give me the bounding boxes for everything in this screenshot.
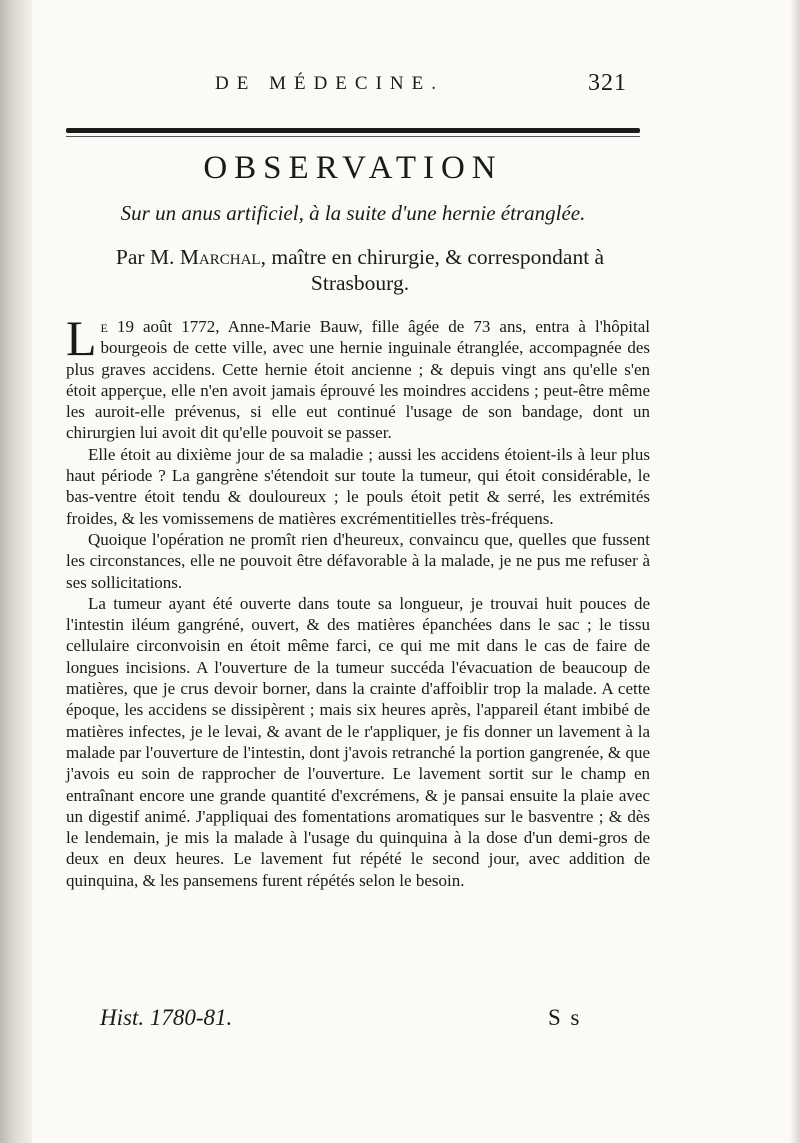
binding-gutter xyxy=(0,0,32,1143)
paragraph-1 xyxy=(66,310,650,444)
byline-prefix: Par M. xyxy=(115,245,175,269)
article-heading: OBSERVATION xyxy=(203,150,503,186)
article-subtitle: Sur un anus artificiel, à la suite d'une hernie étranglée. xyxy=(120,201,586,225)
paragraph-3: Quoique l'opération ne promît rien d'heureux, convaincu que, quelles que fussent les circonstances, elle ne pouvoit être défavorable à la malade, je ne pus me refuser à ses sollicitations. xyxy=(66,529,650,592)
first-word-rest: e xyxy=(100,317,108,336)
byline-rest: , maître en chirurgie, & correspondant à Strasbourg. xyxy=(260,245,605,295)
page-edge xyxy=(790,0,800,1143)
paragraph-1-text: 19 août 1772, Anne-Marie Bauw, fille âgée de 73 ans, entra à l'hôpital bourgeois de cette ville, avec une hernie inguinale étranglée, accompagnée des plus graves accidens. Cette hernie étoit ancienne ; & depuis vingt ans qu'elle s'en étoit apperçue, elle n'en avoit jamais éprouvé les moindres accidens ; peut-être même les auroit-elle prévenus, si elle eut continué l'usage de son bandage, dont un chirurgien lui avoit dit qu'elle pouvoit se passer. xyxy=(66,317,650,443)
paragraph-4: La tumeur ayant été ouverte dans toute sa longueur, je trouvai huit pouces de l'intestin iléum gangréné, ouvert, & des matières épanchées dans le sac ; le tissu cellulaire circonvoisin en étoit même farci, ce qui me mit dans le cas de faire de longues incisions. A l'ouverture de la tumeur succéda l'évacuation de beaucoup de matières, que je crus devoir borner, dans la crainte d'affoiblir trop la malade. A cette époque, les accidens se dissipèrent ; mais six heures après, l'appareil étant imbibé de matières infectes, je le levai, & avant de le r'appliquer, je fis donner un lavement à la malade par l'ouverture de l'intestin, dont j'avois retranché la portion gangrenée, & que j'avois eu soin de rapprocher de l'ouverture. Le lavement sortit sur le champ en entraînant encore une grande quantité d'excrémens, & je pansai ensuite la plaie avec un digestif animé. J'appliquai des fomentations aromatiques sur le basventre ; & dès le lendemain, je mis la malade à l'usage du quinquina à la dose d'un demi-gros de deux en deux heures. Le lavement fut répété le second jour, avec addition de quinquina, & les pansemens furent répétés selon le besoin. xyxy=(66,593,650,890)
running-head: DE MÉDECINE. xyxy=(215,73,444,94)
gathering-signature: S s xyxy=(548,1005,582,1030)
article-body xyxy=(66,310,650,891)
article-byline xyxy=(72,244,648,296)
paragraph-2: Elle étoit au dixième jour de sa maladie ; aussi les accidens étoient-ils à leur plus haut période ? La gangrène s'étendoit sur toute la tumeur, qui étoit considérable, le bas-ventre étoit tendu & douloureux ; le pouls étoit petit & serré, les extrémités froides, & les vomissemens de matières excrémentitielles très-fréquens. xyxy=(66,444,650,528)
drop-cap: L xyxy=(66,310,97,366)
header-rule-thin xyxy=(66,136,640,137)
volume-signature: Hist. 1780-81. xyxy=(100,1005,233,1030)
header-rule xyxy=(66,128,640,133)
page-number: 321 xyxy=(588,70,627,96)
byline-author: Marchal xyxy=(179,245,261,269)
